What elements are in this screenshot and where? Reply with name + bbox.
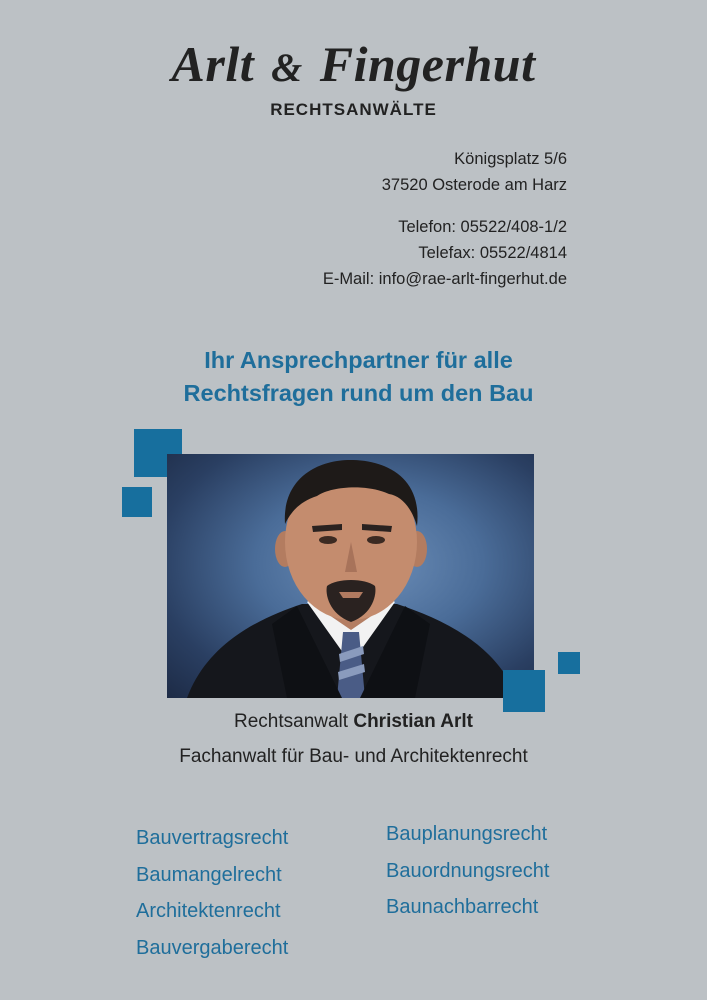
- decor-square-small-left: [122, 487, 152, 517]
- practice-area-item: Baunachbarrecht: [386, 896, 539, 918]
- headline-line-2: Rechtsfragen rund um den Bau: [183, 380, 534, 406]
- practice-area-item: Bauvergaberecht: [136, 936, 289, 959]
- practice-area-item: Bauordnungsrecht: [386, 859, 550, 882]
- practice-areas-right: [386, 816, 549, 926]
- decor-square-small-right: [558, 652, 580, 674]
- practice-area-item: Bauvertragsrecht: [136, 827, 289, 849]
- firm-subtitle: RECHTSANWÄLTE: [270, 100, 437, 119]
- practice-areas-left: [136, 820, 288, 966]
- headline-line-1: Ihr Ansprechpartner für alle: [204, 347, 513, 373]
- portrait-photo: [167, 454, 534, 698]
- firm-name-ampersand: &: [271, 45, 303, 90]
- firm-name-part1: Arlt: [171, 36, 255, 92]
- portrait-illustration: [167, 454, 534, 698]
- lawyer-name-line: [0, 711, 707, 733]
- email-address: E-Mail: info@rae-arlt-fingerhut.de: [322, 270, 567, 288]
- firm-name: [0, 34, 707, 98]
- practice-area-item: Architektenrecht: [136, 900, 281, 922]
- fax-number: Telefax: 05522/4814: [418, 244, 567, 262]
- practice-area-item: Bauplanungsrecht: [386, 823, 548, 845]
- headline: [0, 344, 707, 410]
- practice-area-item: Baumangelrecht: [136, 863, 282, 886]
- lawyer-specialty: Fachanwalt für Bau- und Architektenrecht: [179, 746, 528, 767]
- lawyer-name: Christian Arlt: [353, 711, 473, 732]
- address-city: 37520 Osterode am Harz: [381, 176, 567, 194]
- address-street: Königsplatz 5/6: [454, 150, 567, 168]
- phone-number: Telefon: 05522/408-1/2: [398, 218, 567, 236]
- lawyer-title: Rechtsanwalt: [234, 711, 349, 732]
- contact-block: [207, 146, 567, 292]
- firm-name-part2: Fingerhut: [319, 36, 536, 92]
- decor-square-large-bottom: [503, 670, 545, 712]
